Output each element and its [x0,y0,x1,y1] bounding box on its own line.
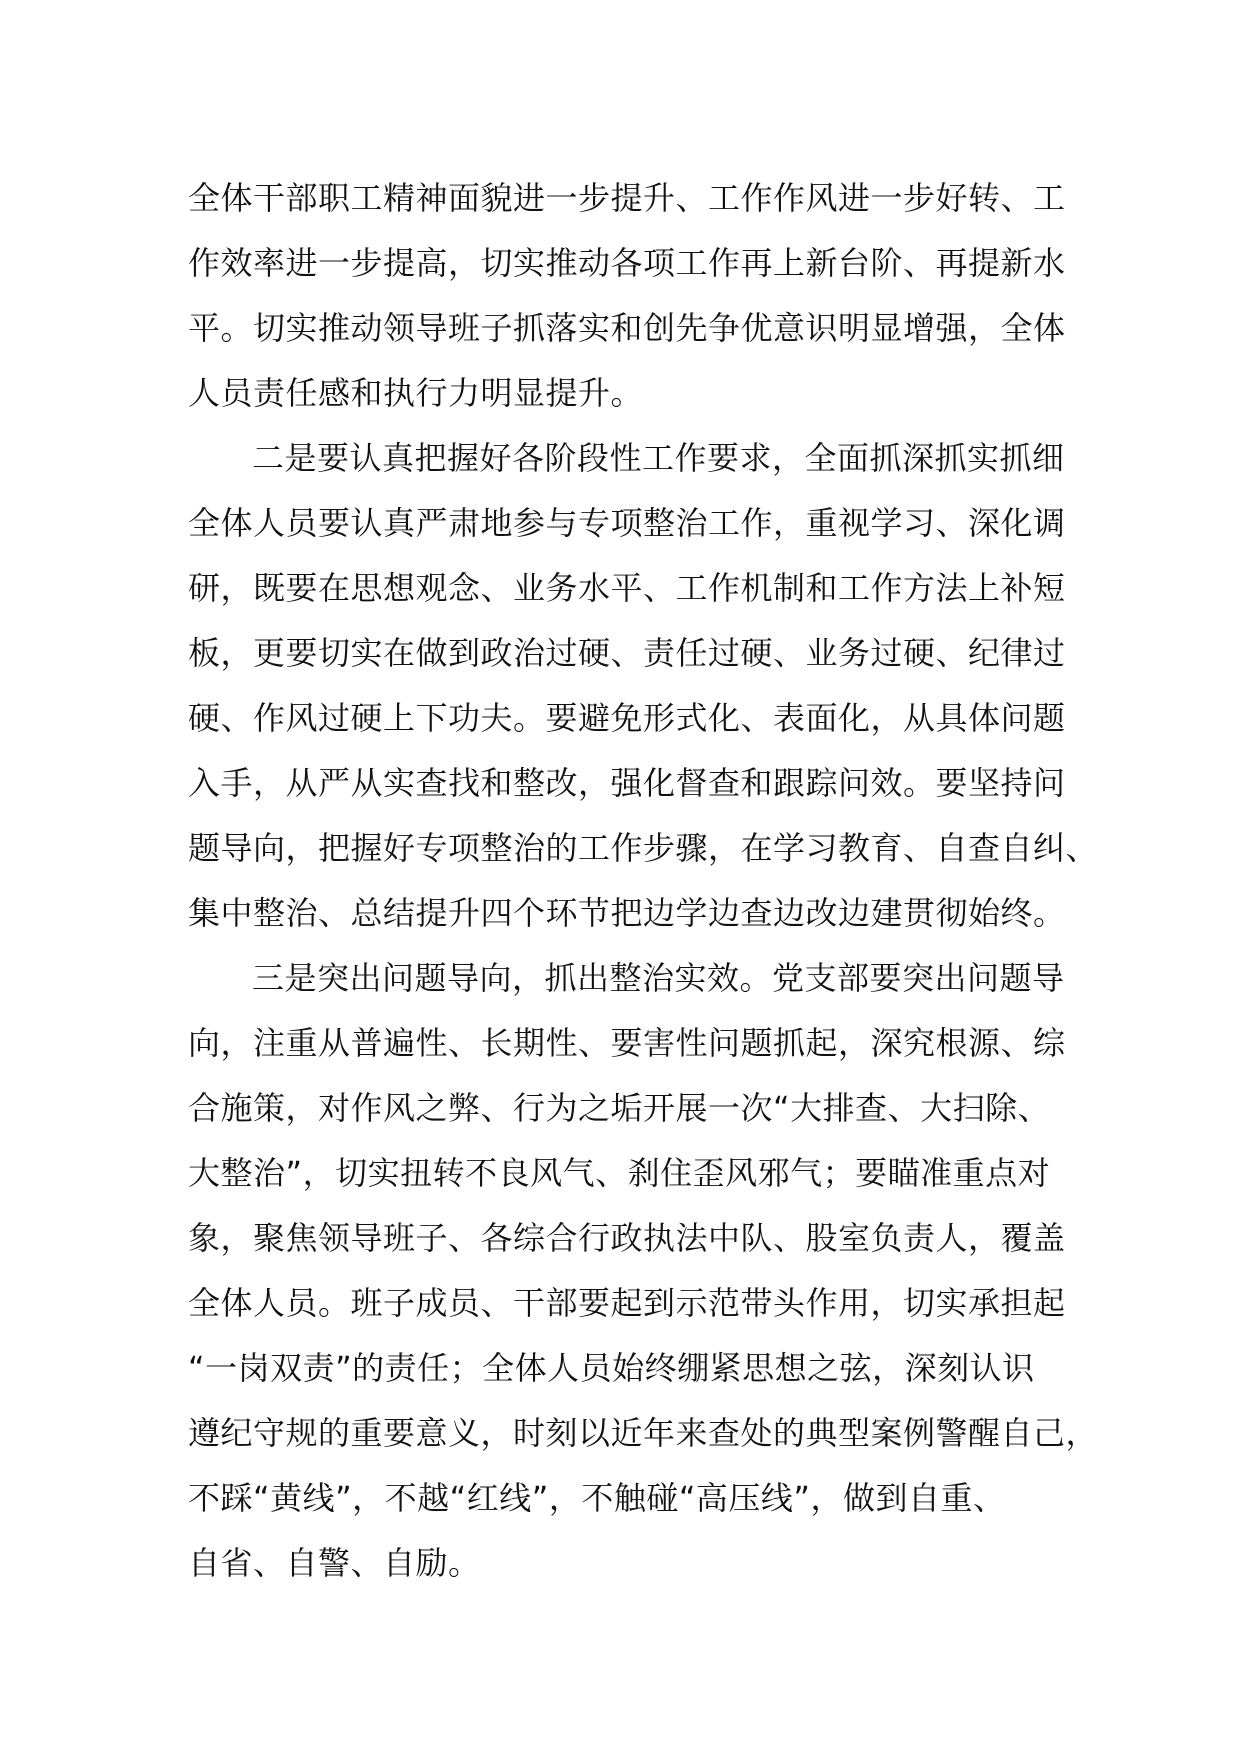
text-line: 硬、作风过硬上下功夫。要避免形式化、表面化，从具体问题 [188,699,1066,737]
text-line: “一岗双责”的责任；全体人员始终绷紧思想之弦，深刻认识 [188,1349,1035,1387]
text-line: 研，既要在思想观念、业务水平、工作机制和工作方法上补短 [188,569,1066,607]
paragraph-heading-line: 三是突出问题导向，抓出整治实效。党支部要突出问题导 [252,959,1065,997]
text-line: 不踩“黄线”，不越“红线”，不触碰“高压线”，做到自重、 [188,1479,1006,1517]
text-line: 自省、自警、自励。 [188,1544,481,1582]
text-line: 平。切实推动领导班子抓落实和创先争优意识明显增强，全体 [188,309,1066,347]
text-line: 入手，从严从实查找和整改，强化督查和跟踪问效。要坚持问 [188,764,1066,802]
text-line: 板，更要切实在做到政治过硬、责任过硬、业务过硬、纪律过 [188,634,1066,672]
document-body [188,166,1099,1596]
text-line: 合施策，对作风之弊、行为之垢开展一次“大排查、大扫除、 [188,1089,1051,1127]
text-line: 全体人员要认真严肃地参与专项整治工作，重视学习、深化调 [188,504,1066,542]
text-line: 向，注重从普遍性、长期性、要害性问题抓起，深究根源、综 [188,1024,1066,1062]
text-line: 象，聚焦领导班子、各综合行政执法中队、股室负责人，覆盖 [188,1219,1066,1257]
text-line: 全体人员。班子成员、干部要起到示范带头作用，切实承担起 [188,1284,1066,1322]
text-line: 作效率进一步提高，切实推动各项工作再上新台阶、再提新水 [188,244,1066,282]
text-line: 题导向，把握好专项整治的工作步骤，在学习教育、自查自纠、 [188,829,1099,867]
text-line: 人员责任感和执行力明显提升。 [188,374,644,412]
text-line: 大整治”，切实扭转不良风气、刹住歪风邪气；要瞄准重点对 [188,1154,1051,1192]
text-line: 全体干部职工精神面貌进一步提升、工作作风进一步好转、工 [188,179,1066,217]
text-line: 遵纪守规的重要意义，时刻以近年来查处的典型案例警醒自己， [188,1414,1099,1452]
paragraph-heading-line: 二是要认真把握好各阶段性工作要求，全面抓深抓实抓细 [252,439,1065,477]
text-line: 集中整治、总结提升四个环节把边学边查边改边建贯彻始终。 [188,894,1066,932]
